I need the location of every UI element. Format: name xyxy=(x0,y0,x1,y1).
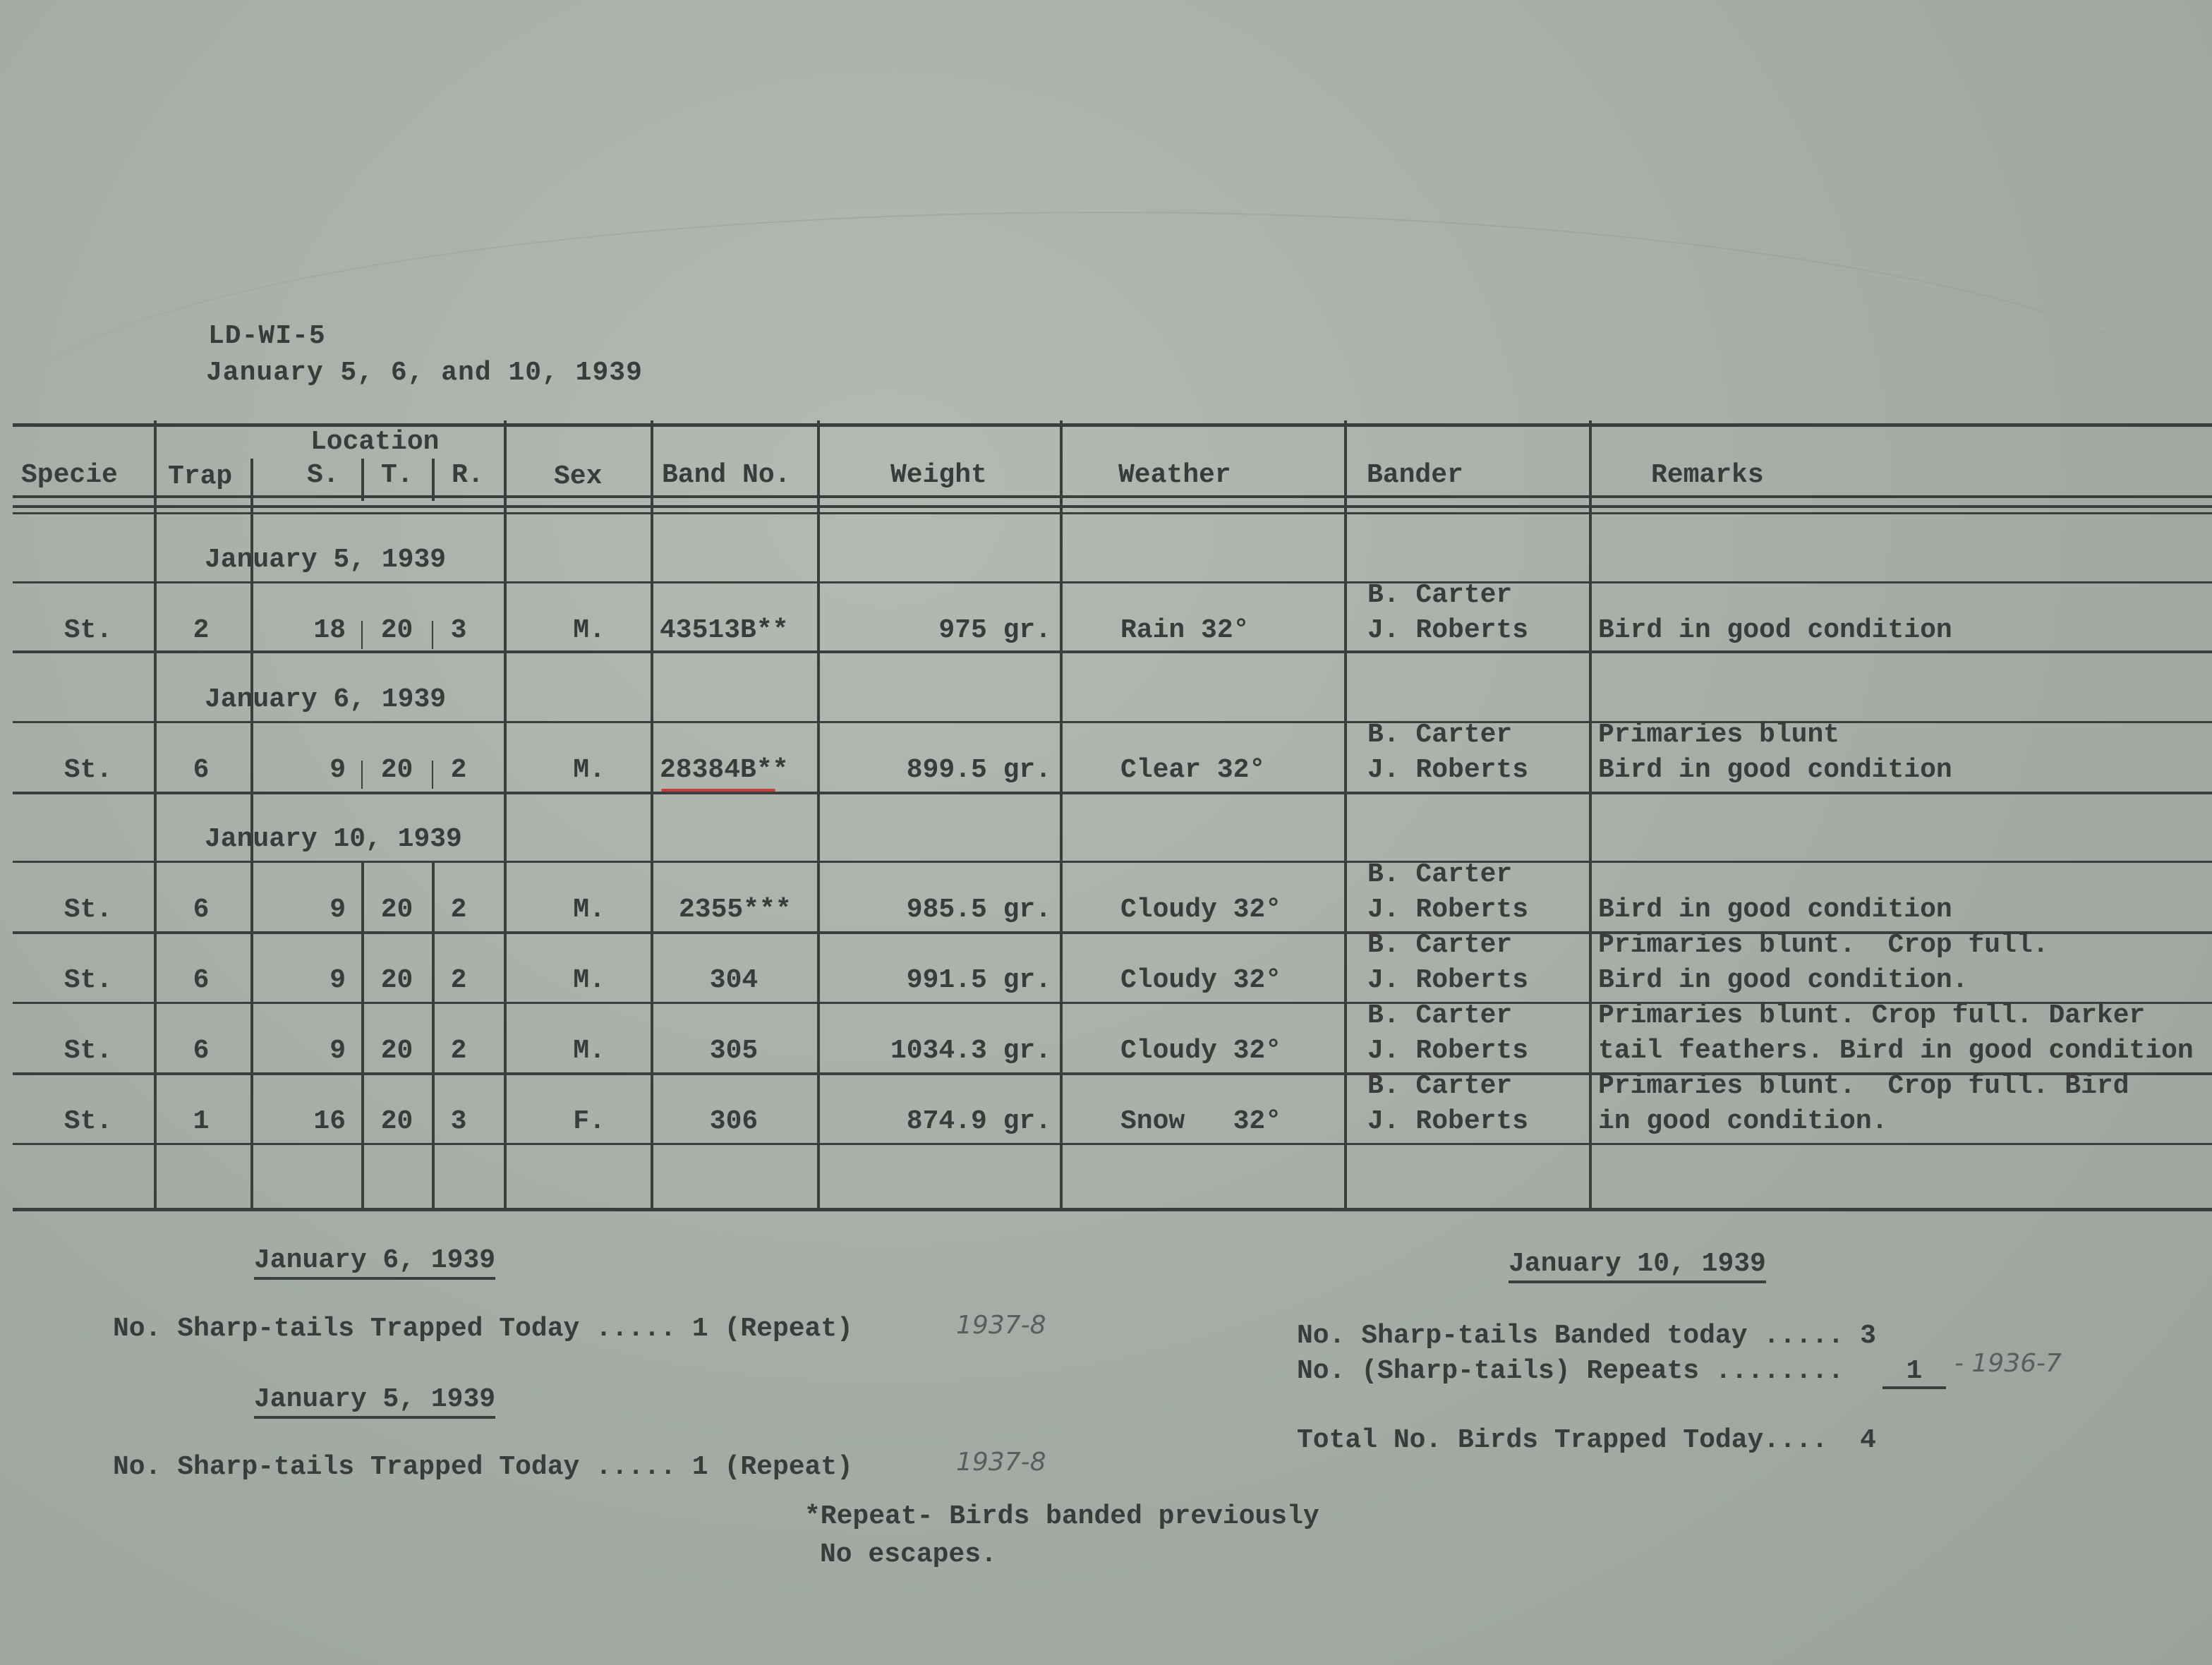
cell-remarks2: Bird in good condition xyxy=(1598,895,1952,925)
cell-sex: M. xyxy=(573,965,605,995)
cell-s: 9 xyxy=(330,895,346,925)
cell-sex: M. xyxy=(573,755,605,785)
cell-sex: M. xyxy=(573,1036,605,1066)
cell-trap: 2 xyxy=(193,615,210,646)
cell-trap: 6 xyxy=(193,895,210,925)
handwritten-note: 1937-8 xyxy=(956,1448,1046,1477)
cell-trap: 6 xyxy=(193,755,210,785)
cell-sex: F. xyxy=(573,1106,605,1137)
footnote-repeat: *Repeat- Birds banded previously xyxy=(804,1501,1319,1532)
cell-t: 20 xyxy=(380,895,413,925)
footnote-escapes: No escapes. xyxy=(820,1539,997,1570)
document-dates: January 5, 6, and 10, 1939 xyxy=(206,358,643,388)
section-date: January 6, 1939 xyxy=(205,684,447,715)
cell-weather: Cloudy 32° xyxy=(1120,895,1282,925)
cell-remarks2: Bird in good condition xyxy=(1598,615,1952,646)
summary-date: January 6, 1939 xyxy=(254,1245,495,1280)
cell-s: 18 xyxy=(313,615,346,646)
cell-bander1: B. Carter xyxy=(1367,930,1513,960)
cell-trap: 6 xyxy=(193,1036,210,1066)
cell-trap: 6 xyxy=(193,965,210,995)
header-weight: Weight xyxy=(890,460,987,490)
cell-remarks2: Bird in good condition xyxy=(1598,755,1952,785)
red-pencil-mark xyxy=(661,789,775,792)
cell-t: 20 xyxy=(380,1036,413,1066)
cell-weight: 975 gr. xyxy=(938,615,1051,646)
cell-bander2: J. Roberts xyxy=(1367,1106,1529,1137)
cell-remarks1: Primaries blunt. Crop full. Bird xyxy=(1598,1071,2129,1101)
cell-remarks1: Primaries blunt. Crop full. Darker xyxy=(1598,1000,2146,1031)
cell-bander1: B. Carter xyxy=(1367,859,1513,890)
summary-line: No. Sharp-tails Trapped Today ..... 1 (Repeat) xyxy=(113,1452,853,1482)
header-s: S. xyxy=(307,460,339,490)
cell-weight: 1034.3 gr. xyxy=(890,1036,1051,1066)
cell-sex: M. xyxy=(573,615,605,646)
cell-s: 9 xyxy=(330,755,346,785)
cell-r: 2 xyxy=(450,1036,467,1066)
cell-remarks2: in good condition. xyxy=(1598,1106,1888,1137)
handwritten-note: 1937-8 xyxy=(956,1311,1046,1340)
header-specie: Specie xyxy=(21,460,118,490)
cell-r: 3 xyxy=(450,1106,467,1137)
cell-r: 2 xyxy=(450,755,467,785)
banded-line: No. Sharp-tails Banded today ..... 3 xyxy=(1297,1321,1876,1351)
cell-specie: St. xyxy=(64,895,113,925)
cell-weight: 985.5 gr. xyxy=(906,895,1051,925)
cell-bander2: J. Roberts xyxy=(1367,615,1529,646)
header-weather: Weather xyxy=(1118,460,1231,490)
cell-weight: 899.5 gr. xyxy=(906,755,1051,785)
cell-band: 304 xyxy=(709,965,759,995)
cell-specie: St. xyxy=(64,755,113,785)
cell-remarks2: tail feathers. Bird in good condition xyxy=(1598,1036,2194,1066)
header-remarks: Remarks xyxy=(1651,460,1764,490)
cell-band: 43513B** xyxy=(660,615,789,646)
cell-bander1: B. Carter xyxy=(1367,580,1513,610)
repeats-value: 1 xyxy=(1882,1356,1946,1389)
cell-specie: St. xyxy=(64,965,113,995)
section-date: January 10, 1939 xyxy=(205,824,462,854)
cell-bander2: J. Roberts xyxy=(1367,755,1529,785)
summary-date: January 5, 1939 xyxy=(254,1384,495,1419)
header-location: Location xyxy=(310,427,440,457)
header-sex: Sex xyxy=(554,461,603,492)
cell-weather: Snow 32° xyxy=(1120,1106,1282,1137)
cell-bander2: J. Roberts xyxy=(1367,1036,1529,1066)
cell-bander1: B. Carter xyxy=(1367,1071,1513,1101)
header-band: Band No. xyxy=(662,460,791,490)
cell-sex: M. xyxy=(573,895,605,925)
cell-bander2: J. Roberts xyxy=(1367,965,1529,995)
cell-remarks1: Primaries blunt xyxy=(1598,720,1840,750)
cell-t: 20 xyxy=(380,1106,413,1137)
cell-r: 3 xyxy=(450,615,467,646)
cell-t: 20 xyxy=(380,755,413,785)
cell-remarks1: Primaries blunt. Crop full. xyxy=(1598,930,2049,960)
handwritten-note: - 1936-7 xyxy=(1954,1349,2062,1378)
cell-r: 2 xyxy=(450,965,467,995)
cell-s: 16 xyxy=(313,1106,346,1137)
cell-specie: St. xyxy=(64,1036,113,1066)
repeats-line: No. (Sharp-tails) Repeats ........ xyxy=(1297,1356,1844,1386)
header-trap: Trap xyxy=(168,461,233,492)
cell-s: 9 xyxy=(330,965,346,995)
cell-remarks2: Bird in good condition. xyxy=(1598,965,1969,995)
cell-weather: Rain 32° xyxy=(1120,615,1250,646)
cell-bander2: J. Roberts xyxy=(1367,895,1529,925)
cell-trap: 1 xyxy=(193,1106,210,1137)
cell-weight: 874.9 gr. xyxy=(906,1106,1051,1137)
cell-weight: 991.5 gr. xyxy=(906,965,1051,995)
total-line: Total No. Birds Trapped Today.... 4 xyxy=(1297,1425,1876,1455)
header-bander: Bander xyxy=(1367,460,1463,490)
cell-band: 306 xyxy=(709,1106,759,1137)
summary-date: January 10, 1939 xyxy=(1509,1249,1766,1283)
section-date: January 5, 1939 xyxy=(205,545,447,575)
cell-band: 2355*** xyxy=(679,895,792,925)
cell-bander1: B. Carter xyxy=(1367,1000,1513,1031)
header-t: T. xyxy=(381,460,413,490)
cell-r: 2 xyxy=(450,895,467,925)
cell-band: 305 xyxy=(709,1036,759,1066)
cell-band: 28384B** xyxy=(660,755,789,785)
cell-weather: Cloudy 32° xyxy=(1120,1036,1282,1066)
header-r: R. xyxy=(452,460,484,490)
summary-line: No. Sharp-tails Trapped Today ..... 1 (Repeat) xyxy=(113,1314,853,1344)
cell-weather: Clear 32° xyxy=(1120,755,1266,785)
cell-s: 9 xyxy=(330,1036,346,1066)
cell-specie: St. xyxy=(64,615,113,646)
document-code: LD-WI-5 xyxy=(208,321,326,351)
cell-bander1: B. Carter xyxy=(1367,720,1513,750)
cell-specie: St. xyxy=(64,1106,113,1137)
cell-weather: Cloudy 32° xyxy=(1120,965,1282,995)
cell-t: 20 xyxy=(380,615,413,646)
cell-t: 20 xyxy=(380,965,413,995)
